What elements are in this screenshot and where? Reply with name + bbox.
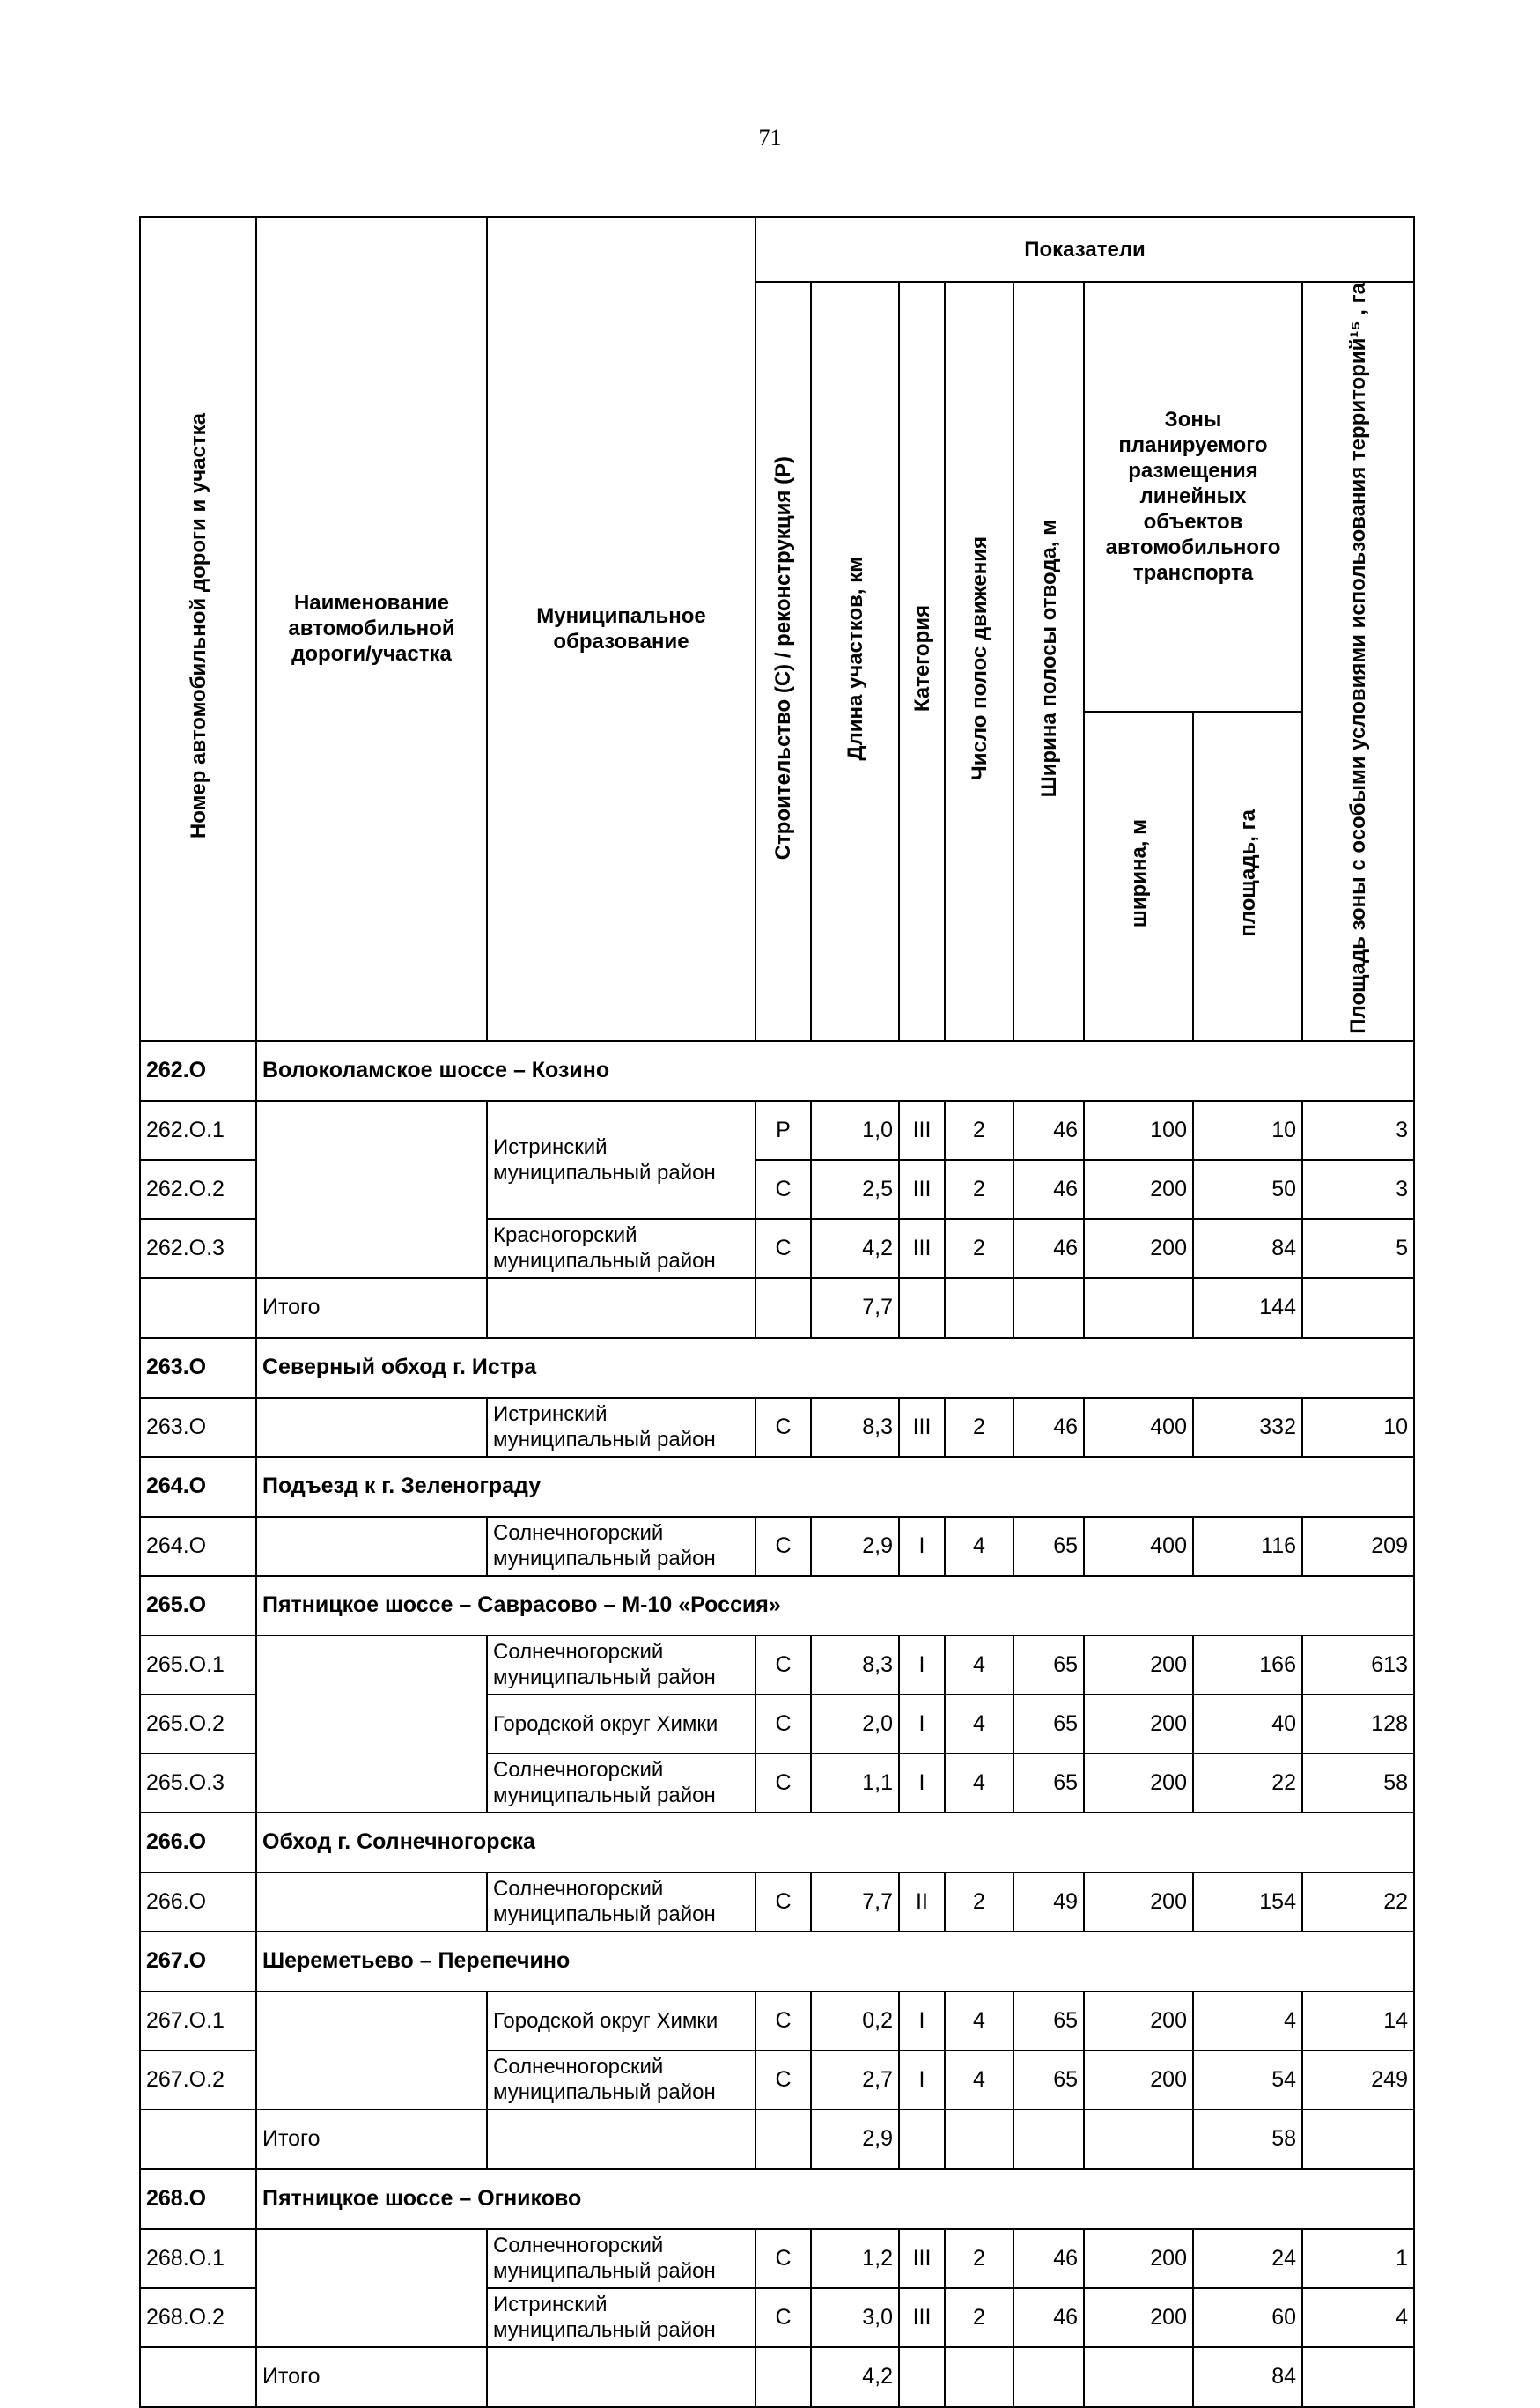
municipality-cell: Солнечногорский муниципальный район	[487, 1872, 755, 1932]
length-cell: 2,0	[811, 1695, 899, 1754]
col-muni-header: Муниципальное образование	[487, 217, 755, 1041]
length-cell: 1,2	[811, 2229, 899, 2288]
build-cell: С	[755, 1991, 811, 2050]
rightofway-cell: 46	[1013, 1219, 1084, 1278]
road-title: Волоколамское шоссе – Козино	[256, 1041, 1414, 1101]
road-title: Подъезд к г. Зеленограду	[256, 1457, 1414, 1517]
total-label: Итого	[256, 2109, 487, 2169]
road-section-row	[140, 1576, 1414, 1636]
segment-name-empty	[256, 2229, 487, 2347]
road-section-row	[140, 1041, 1414, 1101]
lanes-cell: 2	[945, 1160, 1013, 1219]
category-cell: I	[899, 1754, 945, 1813]
zone-area-cell: 166	[1193, 1636, 1302, 1695]
total-zw-empty	[1084, 2109, 1193, 2169]
rightofway-cell: 46	[1013, 1160, 1084, 1219]
total-code-empty	[140, 1278, 256, 1338]
road-code: 268.О	[140, 2169, 256, 2229]
length-cell: 8,3	[811, 1636, 899, 1695]
zones-header: Зоны планируемого размещения линейных объектов автомобильного транспорта	[1084, 282, 1302, 712]
road-code: 266.О	[140, 1813, 256, 1872]
length-cell: 1,1	[811, 1754, 899, 1813]
col-build-header: Строительство (С) / реконструкция (Р)	[755, 282, 811, 1041]
total-build-empty	[755, 1278, 811, 1338]
special-area-cell: 14	[1302, 1991, 1414, 2050]
length-cell: 4,2	[811, 1219, 899, 1278]
rightofway-cell: 46	[1013, 1101, 1084, 1160]
zone-area-cell: 50	[1193, 1160, 1302, 1219]
segment-code: 262.О.3	[140, 1219, 256, 1278]
table-row	[140, 1517, 1414, 1576]
table-row	[140, 1398, 1414, 1457]
lanes-cell: 4	[945, 1754, 1013, 1813]
special-area-cell: 4	[1302, 2288, 1414, 2347]
road-code: 263.О	[140, 1338, 256, 1398]
build-cell: С	[755, 1872, 811, 1932]
special-area-cell: 58	[1302, 1754, 1414, 1813]
total-row-empty	[1013, 2347, 1084, 2407]
segment-name-empty	[256, 1872, 487, 1932]
total-row-empty	[1013, 1278, 1084, 1338]
lanes-cell: 2	[945, 1398, 1013, 1457]
build-cell: С	[755, 1517, 811, 1576]
zone-area-cell: 40	[1193, 1695, 1302, 1754]
zone-width-cell: 200	[1084, 1636, 1193, 1695]
segment-name-empty	[256, 1398, 487, 1457]
rightofway-cell: 65	[1013, 1517, 1084, 1576]
total-special-empty	[1302, 1278, 1414, 1338]
total-label: Итого	[256, 1278, 487, 1338]
category-cell: I	[899, 1991, 945, 2050]
segment-code: 262.О.1	[140, 1101, 256, 1160]
road-section-row	[140, 2169, 1414, 2229]
build-cell: С	[755, 2050, 811, 2109]
total-length: 4,2	[811, 2347, 899, 2407]
table-row	[140, 2229, 1414, 2288]
category-cell: I	[899, 2050, 945, 2109]
build-cell: С	[755, 1398, 811, 1457]
road-section-row	[140, 1338, 1414, 1398]
total-special-empty	[1302, 2347, 1414, 2407]
total-cat-empty	[899, 2109, 945, 2169]
total-special-empty	[1302, 2109, 1414, 2169]
segment-code: 265.О.3	[140, 1754, 256, 1813]
segment-code: 262.О.2	[140, 1160, 256, 1219]
municipality-cell: Истринский муниципальный район	[487, 1398, 755, 1457]
zone-width-cell: 200	[1084, 1160, 1193, 1219]
build-cell: Р	[755, 1101, 811, 1160]
col-special-header: Площадь зоны с особыми условиями использования территорий¹⁵ , га	[1302, 282, 1414, 1041]
table-row	[140, 1872, 1414, 1932]
segment-code: 268.О.1	[140, 2229, 256, 2288]
zone-area-cell: 60	[1193, 2288, 1302, 2347]
build-cell: С	[755, 1219, 811, 1278]
table-body	[140, 1041, 1414, 2407]
municipality-cell: Солнечногорский муниципальный район	[487, 1517, 755, 1576]
rightofway-cell: 65	[1013, 1991, 1084, 2050]
total-muni-empty	[487, 2347, 755, 2407]
total-label: Итого	[256, 2347, 487, 2407]
total-length: 2,9	[811, 2109, 899, 2169]
special-area-cell: 209	[1302, 1517, 1414, 1576]
segment-code: 267.О.1	[140, 1991, 256, 2050]
lanes-cell: 2	[945, 1219, 1013, 1278]
total-cat-empty	[899, 2347, 945, 2407]
category-cell: III	[899, 1219, 945, 1278]
segment-name-empty	[256, 1991, 487, 2109]
segment-code: 266.О	[140, 1872, 256, 1932]
special-area-cell: 613	[1302, 1636, 1414, 1695]
zone-width-cell: 200	[1084, 1754, 1193, 1813]
special-area-cell: 10	[1302, 1398, 1414, 1457]
category-cell: III	[899, 2229, 945, 2288]
road-title: Пятницкое шоссе – Огниково	[256, 2169, 1414, 2229]
total-cat-empty	[899, 1278, 945, 1338]
segment-name-empty	[256, 1517, 487, 1576]
lanes-cell: 2	[945, 1101, 1013, 1160]
municipality-cell: Истринский муниципальный район	[487, 2288, 755, 2347]
build-cell: С	[755, 1695, 811, 1754]
special-area-cell: 1	[1302, 2229, 1414, 2288]
road-title: Пятницкое шоссе – Саврасово – М-10 «Россия»	[256, 1576, 1414, 1636]
category-cell: II	[899, 1872, 945, 1932]
col-length-header: Длина участков, км	[811, 282, 899, 1041]
lanes-cell: 4	[945, 1695, 1013, 1754]
special-area-cell: 128	[1302, 1695, 1414, 1754]
total-code-empty	[140, 2109, 256, 2169]
indicators-header: Показатели	[755, 217, 1414, 282]
special-area-cell: 3	[1302, 1101, 1414, 1160]
category-cell: I	[899, 1636, 945, 1695]
total-muni-empty	[487, 2109, 755, 2169]
road-code: 264.О	[140, 1457, 256, 1517]
zone-area-cell: 116	[1193, 1517, 1302, 1576]
col-rightofway-header: Ширина полосы отвода, м	[1013, 282, 1084, 1041]
table-row	[140, 1991, 1414, 2050]
rightofway-cell: 49	[1013, 1872, 1084, 1932]
build-cell: С	[755, 1636, 811, 1695]
road-title: Обход г. Солнечногорска	[256, 1813, 1414, 1872]
road-title: Северный обход г. Истра	[256, 1338, 1414, 1398]
total-row	[140, 2109, 1414, 2169]
rightofway-cell: 65	[1013, 1695, 1084, 1754]
roads-table	[139, 216, 1415, 2408]
total-zw-empty	[1084, 2347, 1193, 2407]
zone-width-cell: 200	[1084, 1991, 1193, 2050]
segment-code: 268.О.2	[140, 2288, 256, 2347]
total-build-empty	[755, 2347, 811, 2407]
segment-code: 265.О.1	[140, 1636, 256, 1695]
road-code: 265.О	[140, 1576, 256, 1636]
build-cell: С	[755, 1754, 811, 1813]
municipality-cell: Солнечногорский муниципальный район	[487, 1754, 755, 1813]
length-cell: 2,5	[811, 1160, 899, 1219]
total-build-empty	[755, 2109, 811, 2169]
lanes-cell: 4	[945, 1636, 1013, 1695]
zone-width-cell: 200	[1084, 2050, 1193, 2109]
col-zone-area-header: площадь, га	[1193, 712, 1302, 1041]
zone-width-cell: 200	[1084, 1219, 1193, 1278]
zone-width-cell: 200	[1084, 1695, 1193, 1754]
zone-width-cell: 400	[1084, 1398, 1193, 1457]
length-cell: 2,9	[811, 1517, 899, 1576]
road-title: Шереметьево – Перепечино	[256, 1932, 1414, 1991]
total-lanes-empty	[945, 2347, 1013, 2407]
zone-width-cell: 200	[1084, 1872, 1193, 1932]
col-category-header: Категория	[899, 282, 945, 1041]
lanes-cell: 4	[945, 1991, 1013, 2050]
segment-code: 264.О	[140, 1517, 256, 1576]
road-section-row	[140, 1813, 1414, 1872]
zone-width-cell: 200	[1084, 2229, 1193, 2288]
category-cell: III	[899, 2288, 945, 2347]
zone-area-cell: 84	[1193, 1219, 1302, 1278]
col-lanes-header: Число полос движения	[945, 282, 1013, 1041]
col-zone-width-header: ширина, м	[1084, 712, 1193, 1041]
total-zone-area: 58	[1193, 2109, 1302, 2169]
municipality-cell: Солнечногорский муниципальный район	[487, 2229, 755, 2288]
page-number: 71	[758, 125, 782, 151]
municipality-cell: Солнечногорский муниципальный район	[487, 1636, 755, 1695]
special-area-cell: 3	[1302, 1160, 1414, 1219]
rightofway-cell: 46	[1013, 1398, 1084, 1457]
rightofway-cell: 65	[1013, 1754, 1084, 1813]
build-cell: С	[755, 1160, 811, 1219]
total-muni-empty	[487, 1278, 755, 1338]
municipality-cell: Городской округ Химки	[487, 1991, 755, 2050]
table-row	[140, 1636, 1414, 1695]
road-section-row	[140, 1457, 1414, 1517]
segment-code: 265.О.2	[140, 1695, 256, 1754]
road-code: 262.О	[140, 1041, 256, 1101]
category-cell: III	[899, 1398, 945, 1457]
rightofway-cell: 46	[1013, 2229, 1084, 2288]
length-cell: 2,7	[811, 2050, 899, 2109]
zone-area-cell: 54	[1193, 2050, 1302, 2109]
lanes-cell: 2	[945, 2288, 1013, 2347]
length-cell: 7,7	[811, 1872, 899, 1932]
zone-area-cell: 332	[1193, 1398, 1302, 1457]
lanes-cell: 4	[945, 2050, 1013, 2109]
zone-width-cell: 200	[1084, 2288, 1193, 2347]
table-row	[140, 1101, 1414, 1160]
total-row	[140, 2347, 1414, 2407]
total-zone-area: 84	[1193, 2347, 1302, 2407]
zone-area-cell: 4	[1193, 1991, 1302, 2050]
length-cell: 1,0	[811, 1101, 899, 1160]
zone-area-cell: 24	[1193, 2229, 1302, 2288]
special-area-cell: 5	[1302, 1219, 1414, 1278]
length-cell: 0,2	[811, 1991, 899, 2050]
special-area-cell: 22	[1302, 1872, 1414, 1932]
build-cell: С	[755, 2288, 811, 2347]
zone-area-cell: 22	[1193, 1754, 1302, 1813]
total-row	[140, 1278, 1414, 1338]
lanes-cell: 2	[945, 2229, 1013, 2288]
total-lanes-empty	[945, 1278, 1013, 1338]
rightofway-cell: 65	[1013, 2050, 1084, 2109]
zone-area-cell: 154	[1193, 1872, 1302, 1932]
length-cell: 8,3	[811, 1398, 899, 1457]
road-section-row	[140, 1932, 1414, 1991]
total-row-empty	[1013, 2109, 1084, 2169]
category-cell: III	[899, 1101, 945, 1160]
segment-name-empty	[256, 1101, 487, 1278]
rightofway-cell: 65	[1013, 1636, 1084, 1695]
special-area-cell: 249	[1302, 2050, 1414, 2109]
category-cell: I	[899, 1517, 945, 1576]
length-cell: 3,0	[811, 2288, 899, 2347]
category-cell: III	[899, 1160, 945, 1219]
category-cell: I	[899, 1695, 945, 1754]
total-lanes-empty	[945, 2109, 1013, 2169]
total-code-empty	[140, 2347, 256, 2407]
rightofway-cell: 46	[1013, 2288, 1084, 2347]
lanes-cell: 4	[945, 1517, 1013, 1576]
municipality-cell: Красногорский муниципальный район	[487, 1219, 755, 1278]
segment-code: 263.О	[140, 1398, 256, 1457]
total-zone-area: 144	[1193, 1278, 1302, 1338]
segment-name-empty	[256, 1636, 487, 1813]
zone-width-cell: 400	[1084, 1517, 1193, 1576]
zone-area-cell: 10	[1193, 1101, 1302, 1160]
zone-width-cell: 100	[1084, 1101, 1193, 1160]
col-number-header: Номер автомобильной дороги и участка	[140, 217, 256, 1041]
lanes-cell: 2	[945, 1872, 1013, 1932]
build-cell: С	[755, 2229, 811, 2288]
col-name-header: Наименование автомобильной дороги/участка	[256, 217, 487, 1041]
municipality-cell: Солнечногорский муниципальный район	[487, 2050, 755, 2109]
municipality-cell: Истринский муниципальный район	[487, 1101, 755, 1219]
total-length: 7,7	[811, 1278, 899, 1338]
segment-code: 267.О.2	[140, 2050, 256, 2109]
municipality-cell: Городской округ Химки	[487, 1695, 755, 1754]
road-code: 267.О	[140, 1932, 256, 1991]
total-zw-empty	[1084, 1278, 1193, 1338]
